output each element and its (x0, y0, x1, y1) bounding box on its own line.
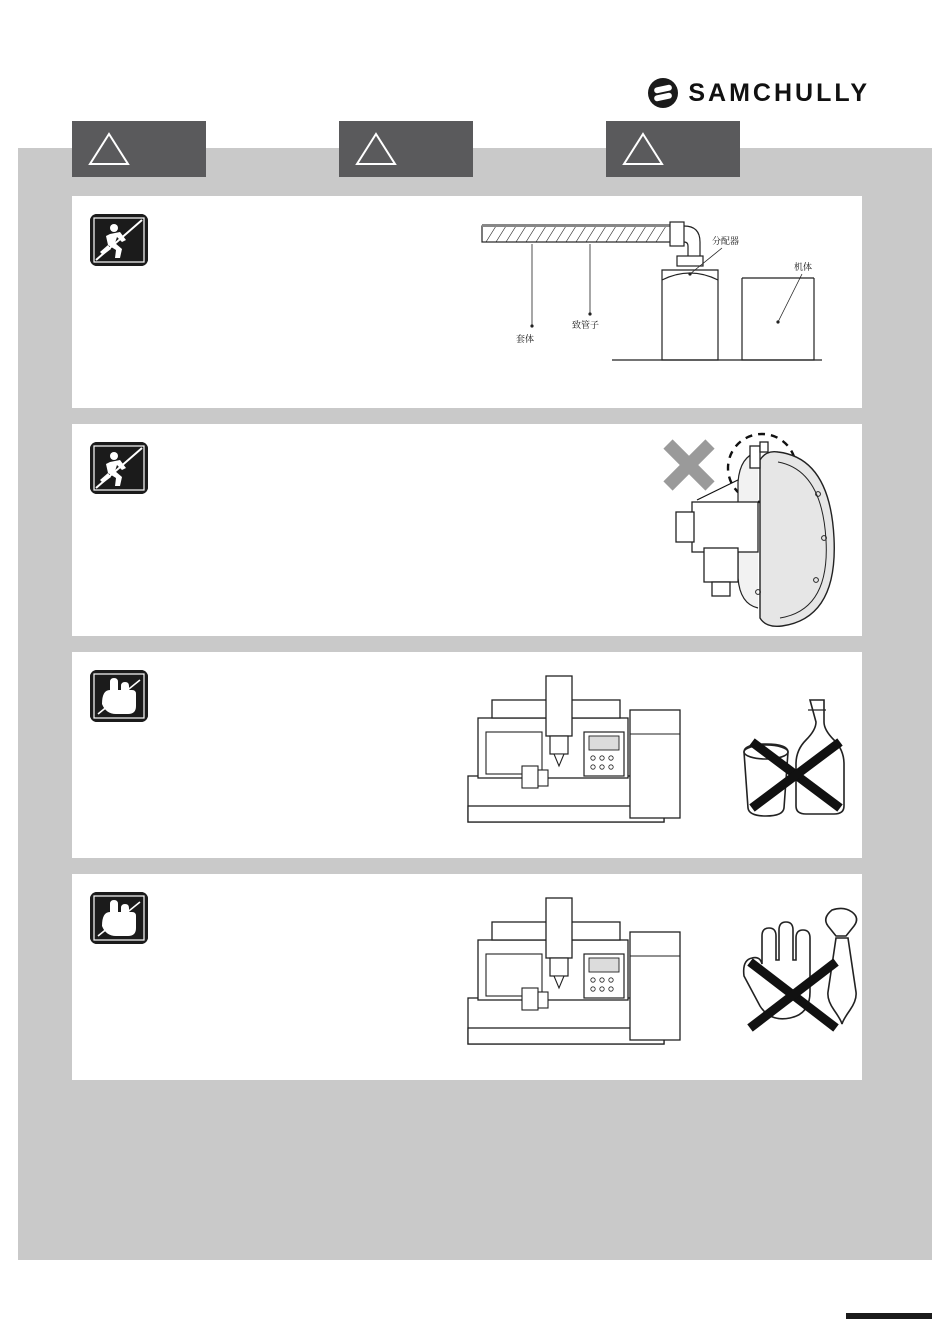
cnc-lathe-machine-diagram (462, 896, 702, 1066)
warning-triangle-icon (355, 131, 397, 167)
hand-caution-icon (90, 670, 148, 722)
tab-warning-1 (72, 121, 206, 177)
hand-caution-icon (90, 892, 148, 944)
card-no-liquids (72, 652, 862, 858)
running-person-prohibited-icon (90, 442, 148, 494)
tab-warning-3 (606, 121, 740, 177)
running-person-prohibited-icon (90, 214, 148, 266)
rotary-chuck-cylinder-diagram (572, 432, 852, 632)
label-machine-body: 机体 (794, 263, 813, 273)
tab-warning-2 (339, 121, 473, 177)
air-supply-piping-diagram (472, 218, 842, 388)
brand-logo (648, 78, 870, 108)
card-no-loose-clothing (72, 874, 862, 1080)
label-distributor: 分配器 (712, 237, 740, 247)
cnc-lathe-machine-diagram (462, 674, 702, 844)
warning-triangle-icon (88, 131, 130, 167)
card-chuck-hazard (72, 424, 862, 636)
warning-tabs (72, 121, 862, 177)
brand-name: SAMCHULLY (688, 78, 870, 107)
card-air-piping (72, 196, 862, 408)
prohibited-x-mark (668, 444, 710, 486)
warning-triangle-icon (622, 131, 664, 167)
label-branch-pipe: 致管子 (572, 321, 600, 331)
no-gloves-no-tie-prohibited-icon (732, 898, 872, 1048)
samchully-s-logo-icon (648, 78, 678, 108)
no-drinks-prohibited-icon (732, 680, 862, 830)
label-sleeve: 套体 (516, 335, 535, 345)
footer-accent-bar (846, 1313, 932, 1319)
